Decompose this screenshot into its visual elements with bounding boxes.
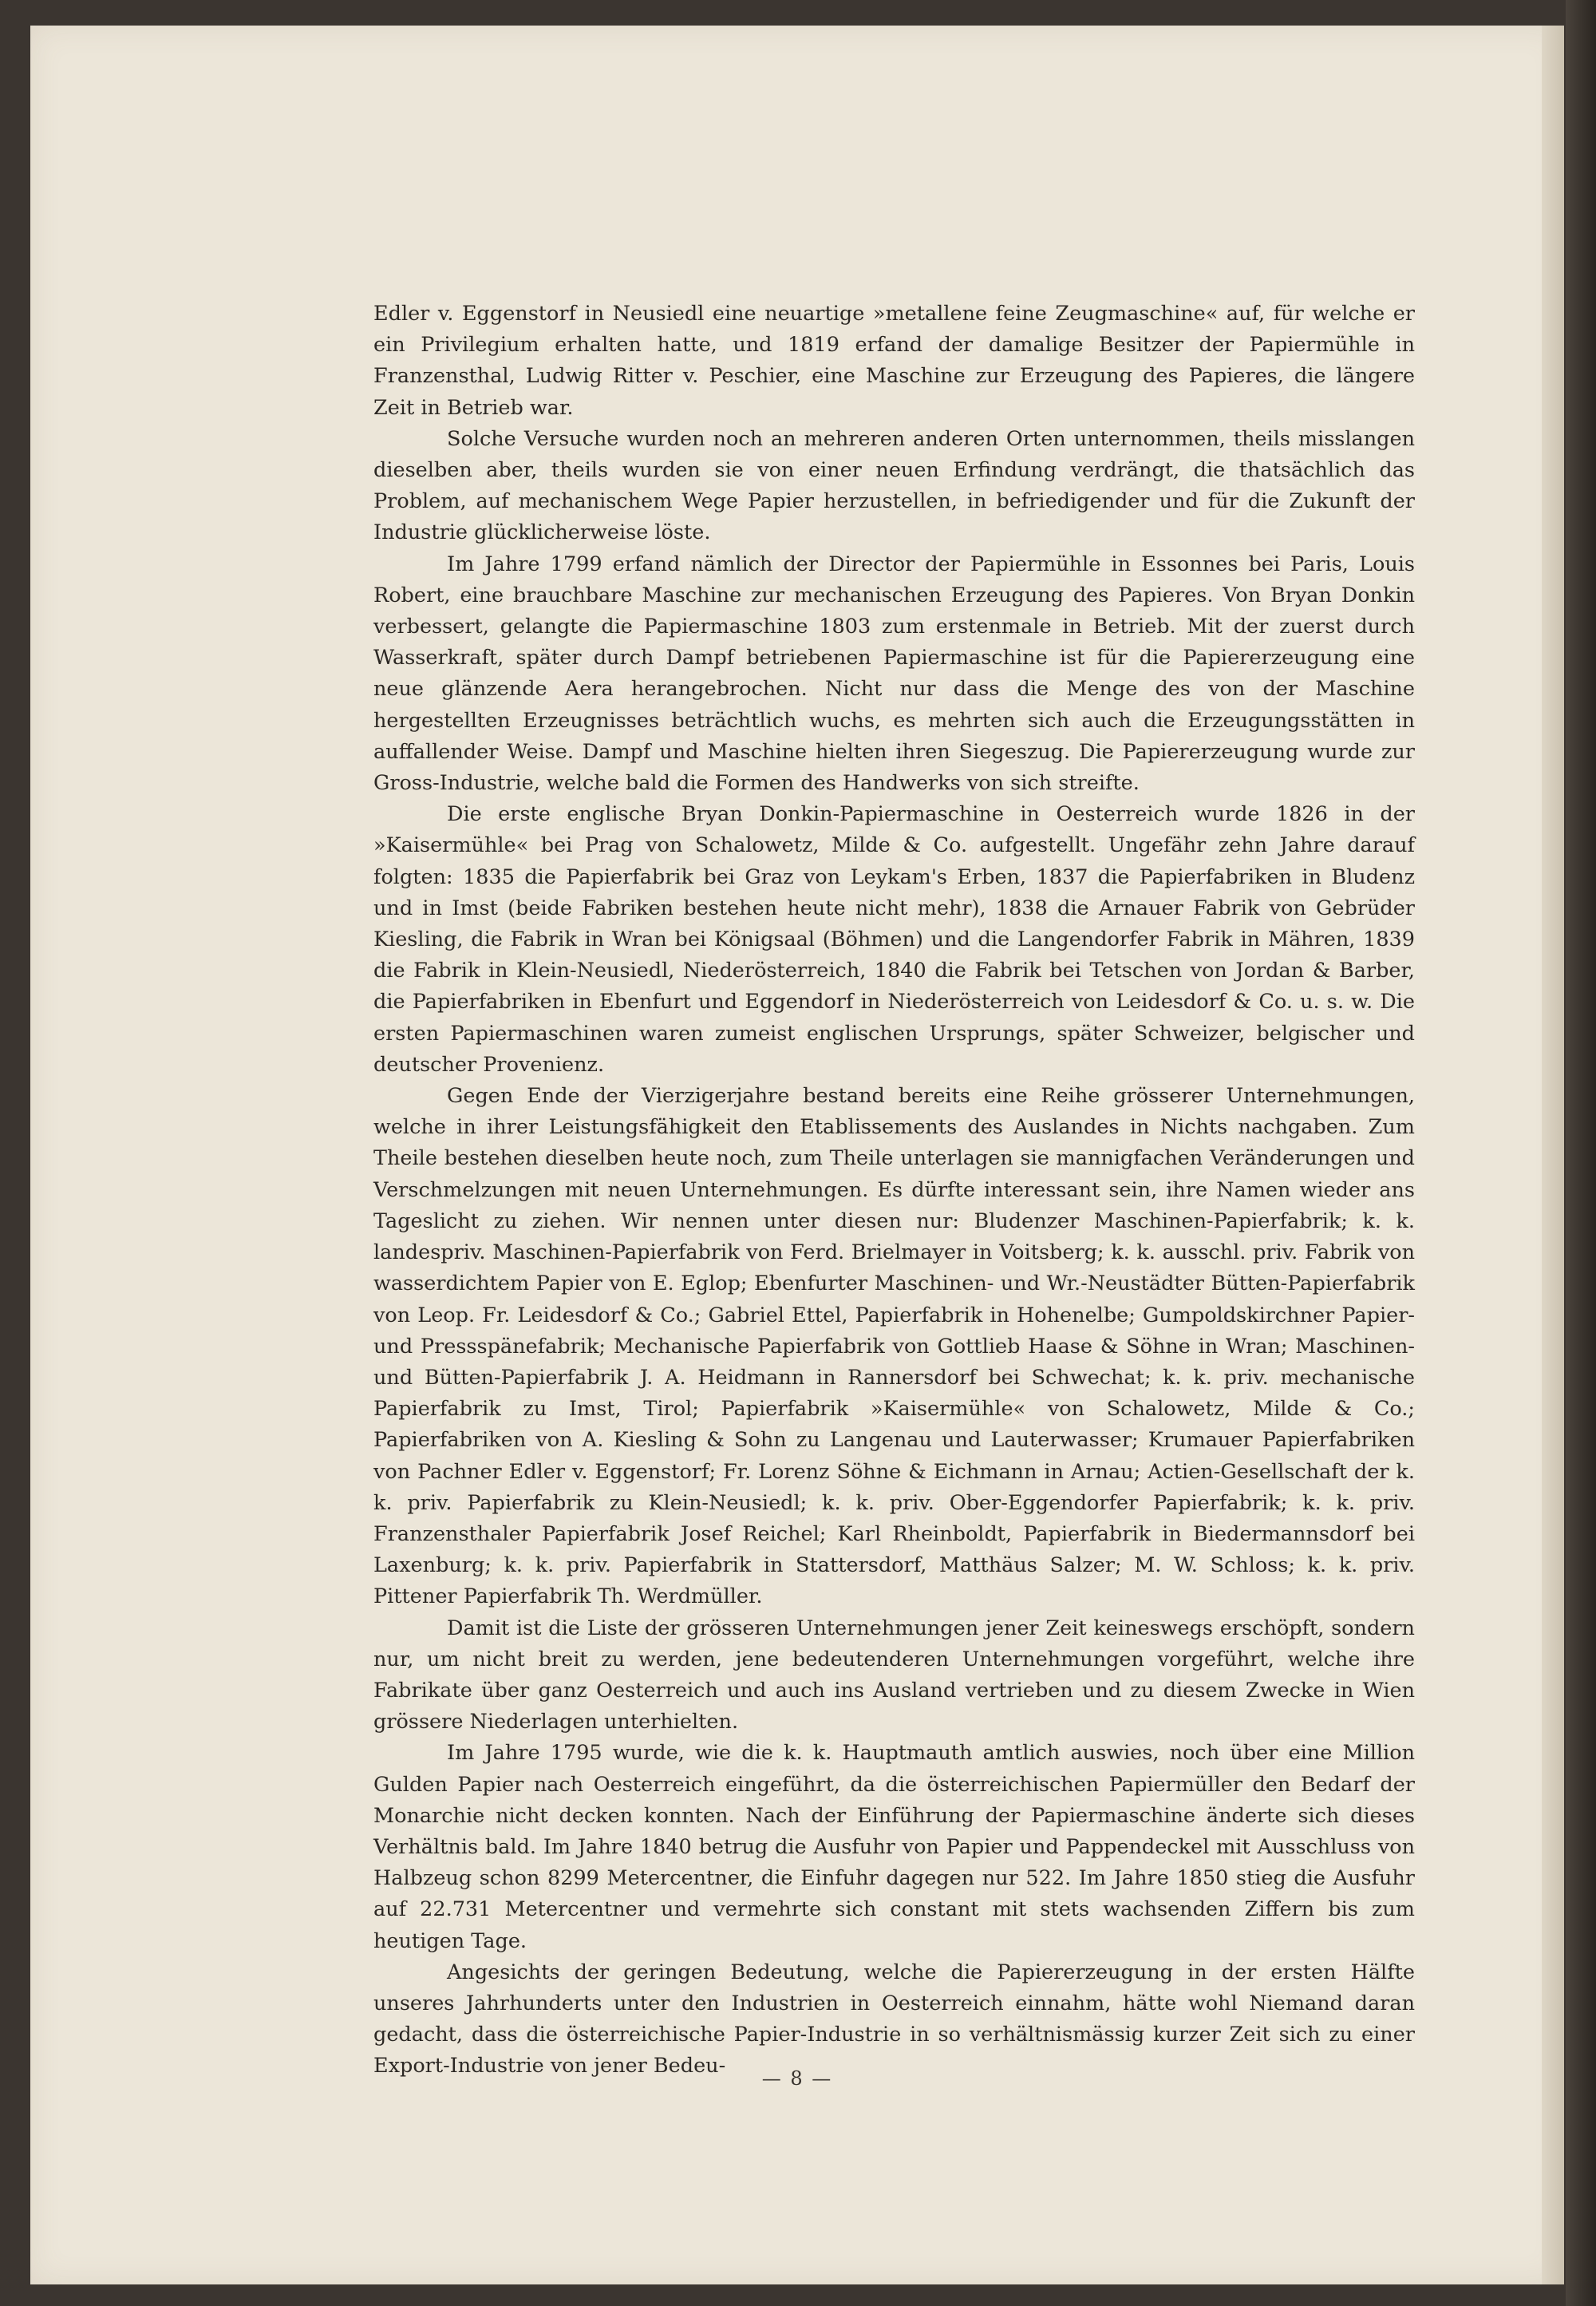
paragraph: Die erste englische Bryan Donkin-Papiermaschine in Oesterreich wurde 1826 in der »Kaisermühle« bei Prag von Schalowetz, Milde & Co. aufgestellt. Ungefähr zehn Jahre darauf folgten: 1835 die Papierfabrik bei Graz von Leykam's Erben, 1837 die Papierfabriken in Bludenz und in Imst (beide Fabriken bestehen heute nicht mehr), 1838 die Arnauer Fabrik von Gebrüder Kiesling, die Fabrik in Wran bei Königsaal (Böhmen) und die Langendorfer Fabrik in Mähren, 1839 die Fabrik in Klein-Neusiedl, Niederösterreich, 1840 die Fabrik bei Tetschen von Jordan & Barber, die Papierfabriken in Ebenfurt und Eggendorf in Niederösterreich von Leidesdorf & Co. u. s. w. Die ersten Papiermaschinen waren zumeist englischen Ursprungs, später Schweizer, belgischer und deutscher Provenienz. — [373, 802, 1415, 1077]
paragraph: Im Jahre 1795 wurde, wie die k. k. Hauptmauth amtlich auswies, noch über eine Million Gulden Papier nach Oesterreich eingeführt, da die österreichischen Papiermüller den Bedarf der Monarchie nicht decken konnten. Nach der Einführung der Papiermaschine änderte sich dieses Verhältnis bald. Im Jahre 1840 betrug die Ausfuhr von Papier und Pappendeckel mit Ausschluss von Halbzeug schon 8299 Metercentner, die Einfuhr dagegen nur 522. Im Jahre 1850 stieg die Ausfuhr auf 22.731 Metercentner und vermehrte sich constant mit stets wachsenden Ziffern bis zum heutigen Tage. — [373, 1741, 1415, 1953]
paragraph: Damit ist die Liste der grösseren Unternehmungen jener Zeit keineswegs erschöpft, sondern nur, um nicht breit zu werden, jene bedeutenderen Unternehmungen vorgeführt, welche ihre Fabrikate über ganz Oesterreich und auch ins Ausland vertrieben und zu diesem Zwecke in Wien grössere Niederlagen unterhielten. — [373, 1616, 1415, 1734]
book-page — [30, 26, 1564, 2284]
paragraph: Edler v. Eggenstorf in Neusiedl eine neuartige »metallene feine Zeugmaschine« auf, für welche er ein Privilegium erhalten hatte, und 1819 erfand der damalige Besitzer der Papiermühle in Franzensthal, Ludwig Ritter v. Peschier, eine Maschine zur Erzeugung des Papieres, die längere Zeit in Betrieb war. — [373, 302, 1415, 420]
spine-shadow — [1566, 0, 1596, 2306]
page-number: — 8 — — [761, 2067, 833, 2090]
paragraph: Gegen Ende der Vierzigerjahre bestand bereits eine Reihe grösserer Unternehmungen, welche in ihrer Leistungsfähigkeit den Etablissements des Auslandes in Nichts nachgaben. Zum Theile bestehen dieselben heute noch, zum Theile unterlagen sie mannigfachen Veränderungen und Verschmelzungen mit neuen Unternehmungen. Es dürfte interessant sein, ihre Namen wieder ans Tageslicht zu ziehen. Wir nennen unter diesen nur: Bludenzer Maschinen-Papierfabrik; k. k. landespriv. Maschinen-Papierfabrik von Ferd. Brielmayer in Voitsberg; k. k. ausschl. priv. Fabrik von wasserdichtem Papier von E. Eglop; Ebenfurter Maschinen- und Wr.-Neustädter Bütten-Papierfabrik von Leop. Fr. Leidesdorf & Co.; Gabriel Ettel, Papierfabrik in Hohenelbe; Gumpoldskirchner Papier- und Pressspänefabrik; Mechanische Papierfabrik von Gottlieb Haase & Söhne in Wran; Maschinen- und Bütten-Papierfabrik J. A. Heidmann in Rannersdorf bei Schwechat; k. k. priv. mechanische Papierfabrik zu Imst, Tirol; Papierfabrik »Kaisermühle« von Schalowetz, Milde & Co.; Papierfabriken von A. Kiesling & Sohn zu Langenau und Lauterwasser; Krumauer Papierfabriken von Pachner Edler v. Eggenstorf; Fr. Lorenz Söhne & Eichmann in Arnau; Actien-Gesellschaft der k. k. priv. Papierfabrik zu Klein-Neusiedl; k. k. priv. Ober-Eggendorfer Papierfabrik; k. k. priv. Franzensthaler Papierfabrik Josef Reichel; Karl Rheinboldt, Papierfabrik in Biedermannsdorf bei Laxenburg; k. k. priv. Papierfabrik in Stattersdorf, Matthäus Salzer; M. W. Schloss; k. k. priv. Pittener Papierfabrik Th. Werdmüller. — [373, 1084, 1415, 1609]
paragraph: Angesichts der geringen Bedeutung, welche die Papiererzeugung in der ersten Hälfte unseres Jahrhunderts unter den Industrien in Oesterreich einnahm, hätte wohl Niemand daran gedacht, dass die österreichische Papier-Industrie in so verhältnismässig kurzer Zeit sich zu einer Export-Industrie von jener Bedeu- — [373, 1960, 1415, 2079]
body-text — [373, 299, 1415, 2083]
page-edge — [1542, 26, 1564, 2284]
paragraph: Im Jahre 1799 erfand nämlich der Director der Papiermühle in Essonnes bei Paris, Louis Robert, eine brauchbare Maschine zur mechanischen Erzeugung des Papieres. Von Bryan Donkin verbessert, gelangte die Papiermaschine 1803 zum erstenmale in Betrieb. Mit der zuerst durch Wasserkraft, später durch Dampf betriebenen Papiermaschine ist für die Papiererzeugung eine neue glänzende Aera herangebrochen. Nicht nur dass die Menge des von der Maschine hergestellten Erzeugnisses beträchtlich wuchs, es mehrten sich auch die Erzeugungsstätten in auffallender Weise. Dampf und Maschine hielten ihren Siegeszug. Die Papiererzeugung wurde zur Gross-Industrie, welche bald die Formen des Handwerks von sich streifte. — [373, 552, 1415, 796]
paragraph: Solche Versuche wurden noch an mehreren anderen Orten unternommen, theils misslangen dieselben aber, theils wurden sie von einer neuen Erfindung verdrängt, die thatsächlich das Problem, auf mechanischem Wege Papier herzustellen, in befriedigender und für die Zukunft der Industrie glücklicherweise löste. — [373, 426, 1415, 545]
